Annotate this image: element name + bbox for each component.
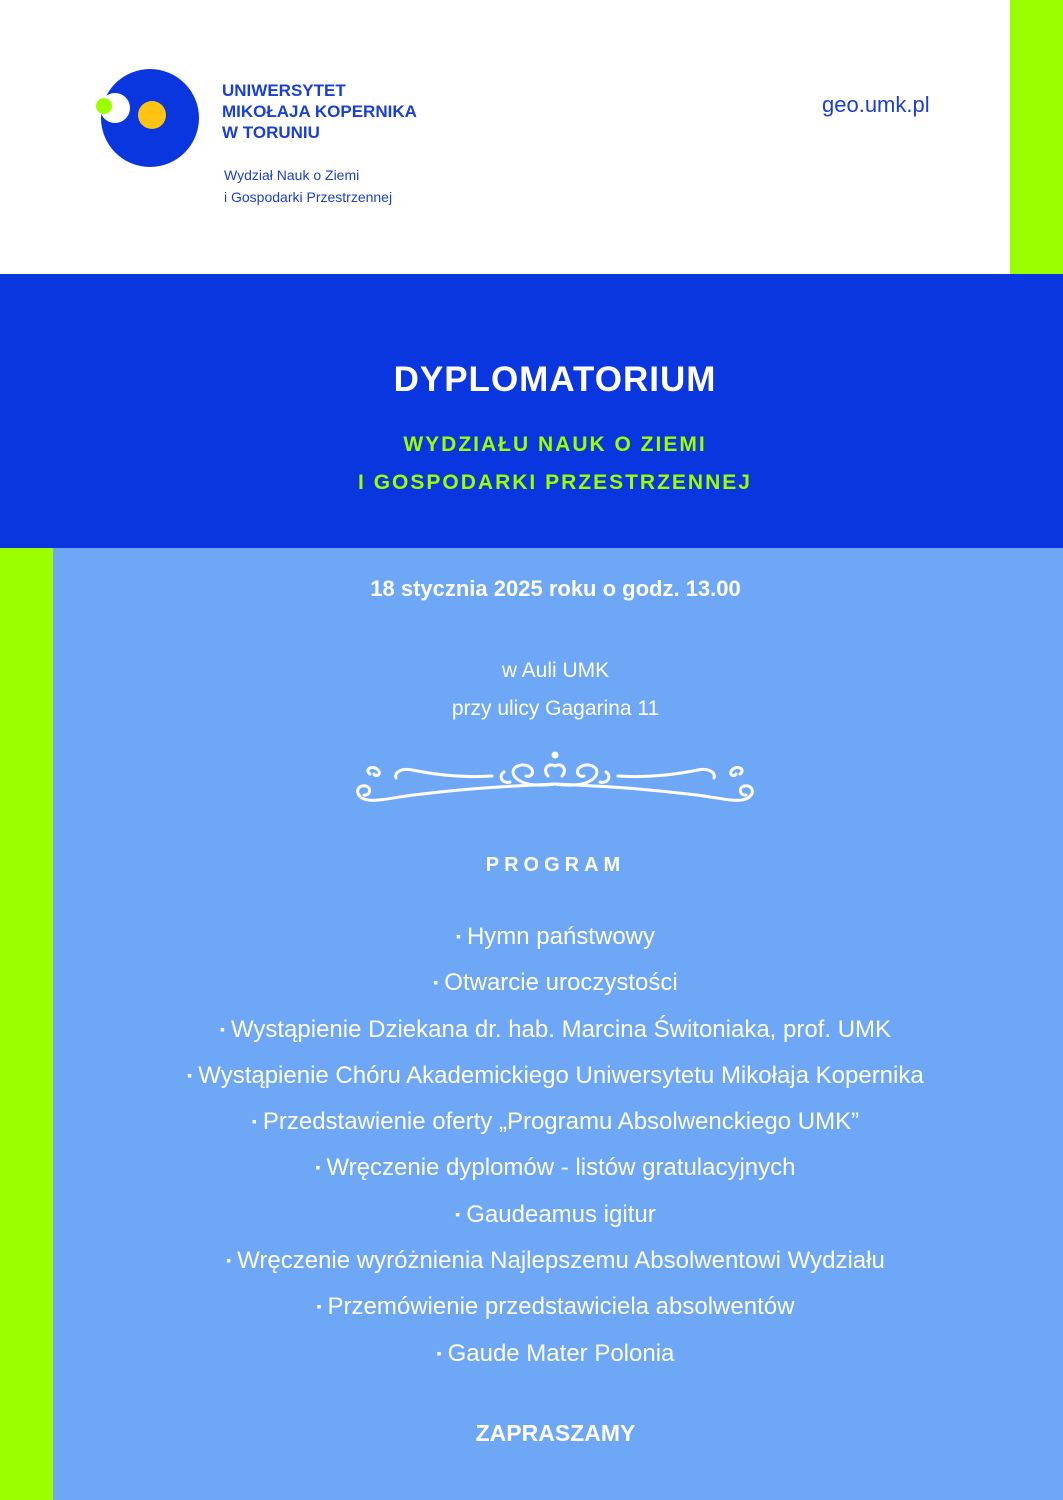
bullet-icon: ▪ bbox=[433, 974, 439, 991]
title-band bbox=[0, 274, 1063, 548]
list-item bbox=[53, 1239, 1058, 1285]
page-title: DYPLOMATORIUM bbox=[393, 360, 717, 399]
bullet-icon: ▪ bbox=[316, 1298, 322, 1315]
bullet-icon: ▪ bbox=[226, 1252, 232, 1269]
green-accent-bar-left bbox=[0, 548, 53, 1500]
faculty-name-line: i Gospodarki Przestrzennej bbox=[224, 189, 393, 205]
program-list bbox=[53, 915, 1058, 1378]
venue-line: w Auli UMK bbox=[501, 659, 610, 682]
program-item-text: Gaude Mater Polonia bbox=[447, 1339, 675, 1367]
event-venue bbox=[53, 652, 1058, 728]
program-item-text: Wystąpienie Dziekana dr. hab. Marcina Świtoniaka, prof. UMK bbox=[230, 1015, 892, 1043]
list-item bbox=[53, 1054, 1058, 1100]
umk-logo-icon bbox=[95, 68, 205, 168]
bullet-icon: ▪ bbox=[455, 928, 461, 944]
program-item-text: Wręczenie wyróżnienia Najlepszemu Absolwentowi Wydziału bbox=[237, 1247, 885, 1275]
program-item-text: Gaudeamus igitur bbox=[466, 1200, 656, 1228]
program-item-text: Przedstawienie oferty „Programu Absolwenckiego UMK” bbox=[262, 1108, 860, 1136]
program-item-text: Wręczenie dyplomów - listów gratulacyjnych bbox=[326, 1154, 796, 1182]
list-item bbox=[53, 1332, 1058, 1378]
program-item-text: Hymn państwowy bbox=[466, 923, 656, 950]
venue-line: przy ulicy Gagarina 11 bbox=[451, 697, 660, 720]
list-item bbox=[53, 1146, 1058, 1192]
list-item bbox=[53, 1193, 1058, 1239]
program-item-text: Wystąpienie Chóru Akademickiego Uniwersytetu Mikołaja Kopernika bbox=[198, 1061, 924, 1089]
event-date: 18 stycznia 2025 roku o godz. 13.00 bbox=[370, 576, 741, 601]
ornament-divider-icon bbox=[352, 746, 758, 820]
list-item bbox=[53, 1100, 1058, 1146]
faculty-name-line: Wydział Nauk o Ziemi bbox=[224, 167, 360, 183]
list-item bbox=[53, 961, 1058, 1007]
program-item-text: Otwarcie uroczystości bbox=[444, 969, 678, 997]
page-subtitle bbox=[0, 426, 1063, 502]
bullet-icon: ▪ bbox=[455, 1205, 461, 1222]
list-item bbox=[53, 1008, 1058, 1054]
bullet-icon: ▪ bbox=[315, 1159, 321, 1176]
university-name-line: W TORUNIU bbox=[222, 123, 320, 142]
program-item-text: Przemówienie przedstawiciela absolwentów bbox=[327, 1293, 795, 1321]
list-item bbox=[53, 1285, 1058, 1331]
subtitle-line: WYDZIAŁU NAUK O ZIEMI bbox=[403, 433, 707, 456]
green-accent-bar-top bbox=[1010, 0, 1063, 274]
faculty-name bbox=[224, 164, 392, 208]
bullet-icon: ▪ bbox=[251, 1113, 257, 1130]
university-name bbox=[222, 80, 417, 143]
university-name-line: MIKOŁAJA KOPERNIKA bbox=[222, 102, 417, 121]
bullet-icon: ▪ bbox=[436, 1344, 442, 1361]
bullet-icon: ▪ bbox=[219, 1020, 225, 1037]
website-link[interactable]: geo.umk.pl bbox=[822, 92, 930, 117]
list-item bbox=[53, 915, 1058, 961]
bullet-icon: ▪ bbox=[187, 1066, 193, 1083]
subtitle-line: I GOSPODARKI PRZESTRZENNEJ bbox=[358, 471, 752, 494]
invitation-text: ZAPRASZAMY bbox=[475, 1420, 636, 1446]
university-name-line: UNIWERSYTET bbox=[222, 81, 346, 100]
program-heading: PROGRAM bbox=[485, 854, 626, 876]
